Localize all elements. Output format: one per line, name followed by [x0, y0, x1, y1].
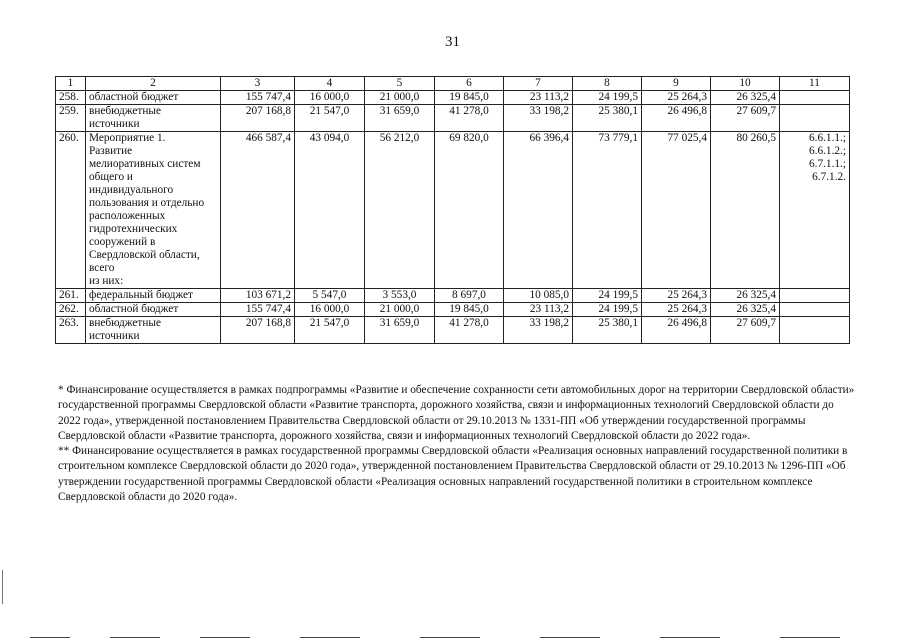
value-cell: 16 000,0 — [295, 303, 365, 317]
value-cell: 41 278,0 — [435, 317, 504, 344]
value-cell: 56 212,0 — [365, 132, 435, 289]
scan-artifact — [660, 637, 720, 638]
header-cell: 4 — [295, 77, 365, 91]
value-cell: 5 547,0 — [295, 289, 365, 303]
value-cell: 21 000,0 — [365, 91, 435, 105]
row-number-cell: 261. — [56, 289, 86, 303]
value-cell: 21 547,0 — [295, 317, 365, 344]
row-name-cell — [86, 303, 221, 317]
table-row — [56, 105, 850, 132]
value-cell: 43 094,0 — [295, 132, 365, 289]
row-name-line: из них: — [89, 275, 124, 287]
target-indicators-cell — [780, 317, 850, 344]
target-indicators-cell — [780, 91, 850, 105]
header-cell: 2 — [86, 77, 221, 91]
value-cell: 26 496,8 — [642, 317, 711, 344]
header-cell: 7 — [504, 77, 573, 91]
row-number-cell: 262. — [56, 303, 86, 317]
row-name-line: федеральный бюджет — [89, 289, 193, 301]
value-cell: 26 325,4 — [711, 303, 780, 317]
header-cell: 3 — [221, 77, 295, 91]
target-indicator: 6.6.1.1.; — [808, 132, 846, 144]
value-cell: 69 820,0 — [435, 132, 504, 289]
row-name-line: областной бюджет — [89, 91, 179, 103]
header-cell: 10 — [711, 77, 780, 91]
value-cell: 24 199,5 — [573, 303, 642, 317]
table-row — [56, 91, 850, 105]
scan-artifact — [420, 637, 480, 638]
row-name-line: всего — [89, 262, 115, 274]
value-cell: 19 845,0 — [435, 91, 504, 105]
header-cell: 1 — [56, 77, 86, 91]
row-name-line: мелиоративных систем — [89, 158, 201, 170]
row-name-line: источники — [89, 330, 140, 342]
table-row — [56, 317, 850, 344]
value-cell: 21 000,0 — [365, 303, 435, 317]
scan-artifact — [2, 570, 3, 604]
scan-artifact — [110, 637, 160, 638]
row-name-cell — [86, 289, 221, 303]
value-cell: 24 199,5 — [573, 289, 642, 303]
value-cell: 27 609,7 — [711, 317, 780, 344]
table-row — [56, 303, 850, 317]
footnote-transport: * Финансирование осуществляется в рамках подпрограммы «Развитие и обеспечение сохранности сети автомобильных дорог на территории Свердловской области» государственной программы Свердловской области «Развитие транспорта, дорожного хозяйства, связи и информационных технологий Свердловской области до 2022 года», утвержденной постановлением Правительства Свердловской области от 29.10.2013 № 1331-ПП «Об утверждении государственной программы Свердловской области «Развитие транспорта, дорожного хозяйства, связи и информационных технологий Свердловской области до 2022 года». — [58, 384, 855, 442]
value-cell: 25 380,1 — [573, 105, 642, 132]
table-header-row — [56, 77, 850, 91]
row-name-cell — [86, 105, 221, 132]
value-cell: 23 113,2 — [504, 91, 573, 105]
table-row — [56, 132, 850, 289]
value-cell: 16 000,0 — [295, 91, 365, 105]
value-cell: 26 325,4 — [711, 289, 780, 303]
value-cell: 31 659,0 — [365, 317, 435, 344]
value-cell: 207 168,8 — [221, 317, 295, 344]
header-cell: 9 — [642, 77, 711, 91]
value-cell: 23 113,2 — [504, 303, 573, 317]
scan-artifact — [780, 637, 840, 638]
row-name-line: пользования и отдельно — [89, 197, 205, 209]
budget-table — [55, 76, 850, 344]
value-cell: 41 278,0 — [435, 105, 504, 132]
table-row — [56, 289, 850, 303]
row-name-line: индивидуального — [89, 184, 174, 196]
scan-artifact — [30, 637, 70, 638]
value-cell: 103 671,2 — [221, 289, 295, 303]
value-cell: 24 199,5 — [573, 91, 642, 105]
row-name-line: внебюджетные — [89, 105, 162, 117]
header-cell: 11 — [780, 77, 850, 91]
scan-artifact — [300, 637, 360, 638]
row-name-line: расположенных — [89, 210, 166, 222]
row-name-cell — [86, 317, 221, 344]
value-cell: 33 198,2 — [504, 317, 573, 344]
row-name-line: Развитие — [89, 145, 133, 157]
value-cell: 155 747,4 — [221, 91, 295, 105]
row-number-cell: 259. — [56, 105, 86, 132]
value-cell: 73 779,1 — [573, 132, 642, 289]
row-number-cell: 258. — [56, 91, 86, 105]
header-cell: 8 — [573, 77, 642, 91]
value-cell: 8 697,0 — [435, 289, 504, 303]
row-number-cell: 263. — [56, 317, 86, 344]
header-cell: 6 — [435, 77, 504, 91]
scan-artifact — [540, 637, 600, 638]
row-name-line: Мероприятие 1. — [89, 132, 166, 144]
value-cell: 80 260,5 — [711, 132, 780, 289]
value-cell: 77 025,4 — [642, 132, 711, 289]
value-cell: 27 609,7 — [711, 105, 780, 132]
target-indicator: 6.7.1.1.; — [808, 158, 846, 170]
value-cell: 31 659,0 — [365, 105, 435, 132]
row-name-line: гидротехнических — [89, 223, 178, 235]
target-indicators-cell — [780, 289, 850, 303]
value-cell: 466 587,4 — [221, 132, 295, 289]
row-name-line: областной бюджет — [89, 303, 179, 315]
row-name-line: источники — [89, 118, 140, 130]
footnotes — [58, 383, 858, 505]
row-name-cell — [86, 91, 221, 105]
value-cell: 26 496,8 — [642, 105, 711, 132]
footnote-construction: ** Финансирование осуществляется в рамках государственной программы Свердловской области «Реализация основных направлений государственной политики в строительном комплексе Свердловской области до 2020 года», утвержденной постановлением Правительства Свердловской области от 29.10.2013 № 1296-ПП «Об утверждении государственной программы Свердловской области «Реализация основных направлений государственной политики в строительном комплексе Свердловской области до 2020 года». — [58, 445, 848, 504]
target-indicators-cell — [780, 132, 850, 289]
target-indicators-cell — [780, 303, 850, 317]
value-cell: 25 264,3 — [642, 289, 711, 303]
row-name-line: Свердловской области, — [89, 249, 200, 261]
target-indicators-cell — [780, 105, 850, 132]
value-cell: 26 325,4 — [711, 91, 780, 105]
table-body — [56, 77, 850, 344]
value-cell: 33 198,2 — [504, 105, 573, 132]
value-cell: 25 380,1 — [573, 317, 642, 344]
target-indicator: 6.7.1.2. — [812, 171, 846, 183]
header-cell: 5 — [365, 77, 435, 91]
row-name-cell — [86, 132, 221, 289]
row-name-line: внебюджетные — [89, 317, 162, 329]
page-number: 31 — [445, 34, 460, 50]
row-name-line: сооружений в — [89, 236, 156, 248]
value-cell: 155 747,4 — [221, 303, 295, 317]
value-cell: 25 264,3 — [642, 91, 711, 105]
value-cell: 21 547,0 — [295, 105, 365, 132]
value-cell: 19 845,0 — [435, 303, 504, 317]
target-indicator: 6.6.1.2.; — [808, 145, 846, 157]
row-number-cell: 260. — [56, 132, 86, 289]
value-cell: 207 168,8 — [221, 105, 295, 132]
scan-artifact — [200, 637, 250, 638]
value-cell: 3 553,0 — [365, 289, 435, 303]
value-cell: 66 396,4 — [504, 132, 573, 289]
value-cell: 25 264,3 — [642, 303, 711, 317]
value-cell: 10 085,0 — [504, 289, 573, 303]
row-name-line: общего и — [89, 171, 133, 183]
